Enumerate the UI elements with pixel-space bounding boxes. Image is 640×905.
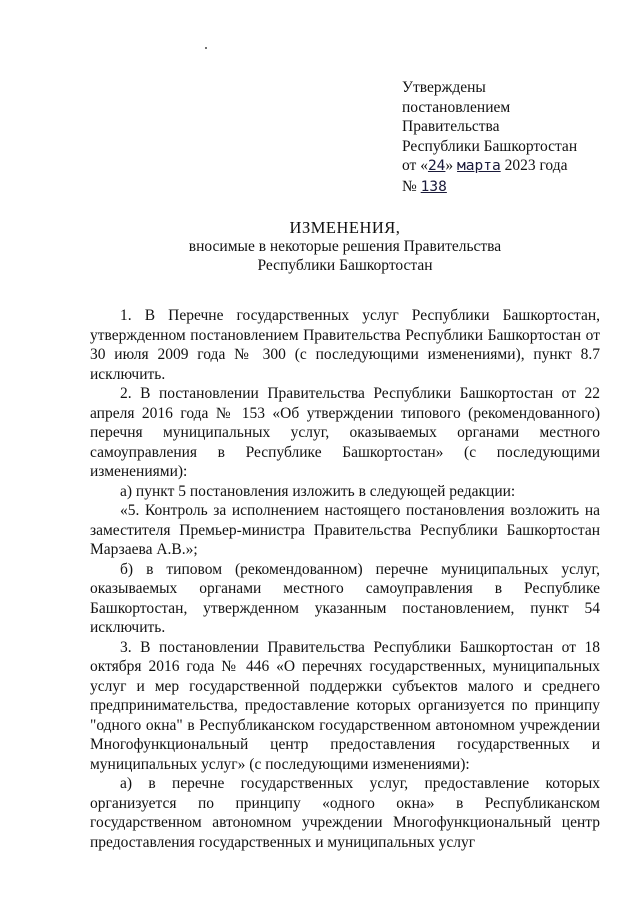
document-body	[90, 306, 600, 852]
paragraph-2: 2. В постановлении Правительства Республики Башкортостан от 22 апреля 2016 года № 153 «Об утверждении типового (рекомендованного) перечня муниципальных услуг, оказываемых органами местного самоуправления в Республике Башкортостан» (с последующими изменениями):	[90, 385, 600, 480]
heading-subtitle-line-2: Республики Башкортостан	[257, 257, 433, 274]
date-month: марта	[457, 158, 501, 174]
approval-line-1: Утверждены	[402, 79, 486, 96]
date-year: 2023 года	[500, 157, 568, 174]
date-mid: »	[445, 157, 458, 174]
date-prefix: от «	[402, 157, 428, 174]
approval-number	[402, 177, 632, 198]
paragraph-3a: а) в перечне государственных услуг, предоставление которых организуется по принципу «одного окна» в Республиканском государственном автономном учреждении Многофункциональный центр предоставления государственных и муниципальных услуг	[90, 775, 600, 851]
paragraph-1: 1. В Перечне государственных услуг Республики Башкортостан, утвержденном постановлением Правительства Республики Башкортостан от 30 июля 2009 года № 300 (с последующими изменениями), пункт 8.7 исключить.	[90, 307, 600, 383]
paragraph-3: 3. В постановлении Правительства Республики Башкортостан от 18 октября 2016 года № 446 «О перечнях государственных, муниципальных услуг и мер государственной поддержки субъектов малого и среднего предпринимательства, предоставление которых организуется по принципу "одного окна" в Республиканском государственном автономном учреждении Многофункциональный центр предоставления государственных и муниципальных услуг» (с последующими изменениями):	[90, 638, 600, 773]
date-day: 24	[427, 158, 446, 174]
heading-title: ИЗМЕНЕНИЯ,	[289, 218, 401, 237]
approval-block	[402, 78, 632, 197]
paragraph-2a: а) пункт 5 постановления изложить в следующей редакции:	[120, 482, 516, 500]
paragraph-2b: б) в типовом (рекомендованном) перечне муниципальных услуг, оказываемых органами местного самоуправления в Республике Башкортостан, утвержденном указанным постановлением, пункт 54 исключить.	[90, 560, 600, 636]
number-prefix: №	[402, 177, 421, 195]
paragraph-2a-quote: «5. Контроль за исполнением настоящего постановления возложить на заместителя Премьер-министра Правительства Республики Башкортостан Марзаева А.В.»;	[90, 502, 600, 558]
approval-line-4: Республики Башкортостан	[402, 137, 578, 155]
document-heading	[90, 218, 600, 275]
number-value: 138	[420, 178, 447, 195]
approval-line-2: постановлением	[402, 98, 511, 116]
scan-speck	[205, 47, 207, 49]
approval-line-3: Правительства	[402, 118, 500, 135]
approval-date	[402, 156, 632, 177]
heading-subtitle-line-1: вносимые в некоторые решения Правительства	[188, 238, 502, 255]
